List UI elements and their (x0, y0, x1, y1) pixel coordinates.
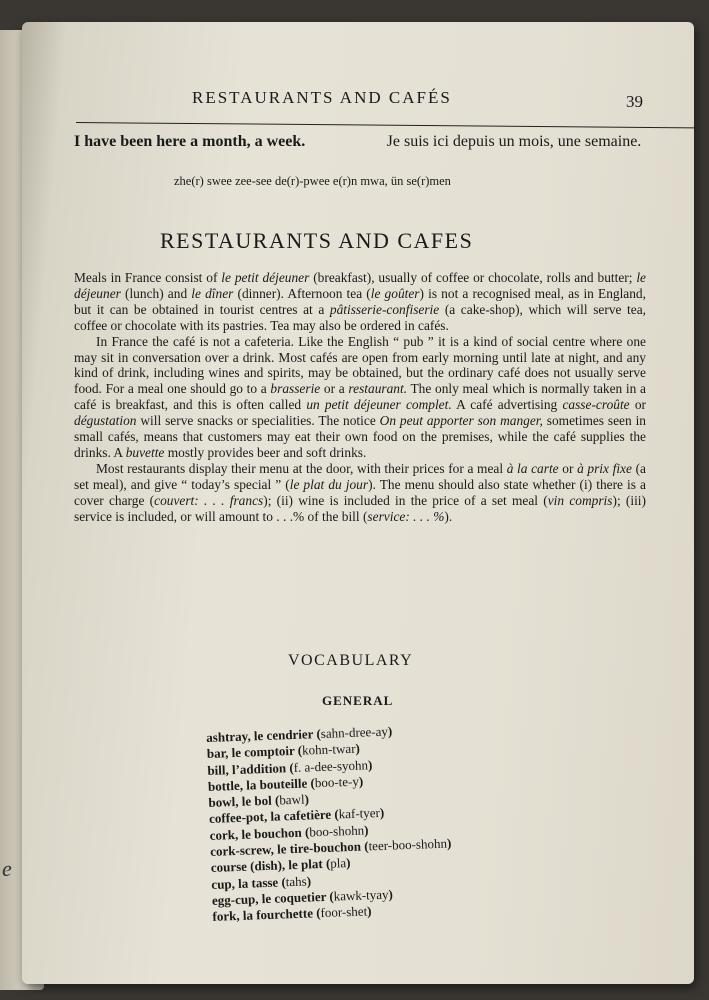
section-title: RESTAURANTS AND CAFES (160, 228, 474, 253)
text-run: Most restaurants display their menu at the door, with their prices for a meal (96, 460, 507, 476)
french-term: le plat du jour (289, 476, 369, 492)
french-term: vin compris (547, 492, 613, 508)
paragraph-2 (74, 334, 646, 461)
vocabulary-title: VOCABULARY (288, 652, 414, 669)
text-run: or (558, 460, 578, 476)
french-term: buvette (125, 444, 165, 460)
running-header: RESTAURANTS AND CAFÉS (192, 88, 452, 107)
text-run: Meals in France consist of (74, 270, 222, 285)
vocab-entry: cork, le bouchon (boo-shohn) (209, 822, 369, 843)
vocab-pronunciation: bawl (279, 791, 305, 808)
body-text (74, 270, 646, 525)
text-run: (breakfast), usually of coffee or chocolate, rolls and butter; (309, 270, 637, 285)
vocab-pronunciation: boo-shohn (309, 822, 365, 840)
vocab-entry: cup, la tasse (tahs) (211, 873, 312, 892)
vocab-pronunciation: kaf-tyer (338, 805, 381, 822)
french-term: un petit déjeuner complet. (306, 397, 452, 413)
french-term: On peut apporter son manger, (379, 413, 543, 429)
text-run: ); (ii) wine is included in the price of a set meal ( (263, 492, 548, 508)
vocab-pronunciation: kawk-tyay (333, 886, 389, 904)
vocab-entry: fork, la fourchette (foor-shet) (212, 903, 372, 925)
text-run: ). (444, 508, 453, 524)
text-run: ); (iii) service is included, or will amount to . . .% of the bill ( (74, 492, 646, 524)
text-run: (dinner). Afternoon tea ( (233, 285, 371, 301)
book-page (22, 22, 694, 984)
vocabulary-list (206, 722, 454, 926)
text-run: mostly provides beer and soft drinks. (164, 444, 367, 460)
text-run: The only meal which is normally taken in a café is breakfast, and this is often called (74, 381, 646, 413)
french-term: le déjeuner (74, 270, 646, 301)
text-run: will serve snacks or specialities. The notice (136, 413, 380, 429)
french-term: à la carte (506, 460, 559, 476)
french-term: couvert: . . . francs (154, 492, 264, 508)
text-run: ) is not a recognised meal, as in England, but it can be obtained in tourist centres at a (74, 285, 646, 317)
vocab-pronunciation: pla (330, 855, 347, 872)
vocab-entry: bill, l’addition (f. a-dee-syohn) (207, 756, 373, 778)
vocab-entry: coffee-pot, la cafetière (kaf-tyer) (208, 805, 385, 827)
example-french: Je suis ici depuis un mois, une semaine. (386, 133, 642, 150)
page-number: 39 (626, 92, 643, 111)
vocab-entry: bar, le comptoir (kohn-twar) (206, 740, 361, 762)
french-term: dégustation (74, 413, 137, 429)
vocabulary-subtitle: GENERAL (322, 693, 394, 708)
french-term: service: . . . % (367, 508, 445, 524)
vocab-pronunciation: kohn-twar (301, 741, 356, 758)
example-english: I have been here a month, a week. (74, 133, 306, 150)
french-term: le petit déjeuner (221, 270, 310, 285)
vocab-pronunciation: teer-boo-shohn (368, 835, 448, 854)
vocab-entry: course (dish), le plat (pla) (210, 855, 351, 876)
vocab-entry: cork-screw, le tire-bouchon (teer-boo-shohn) (209, 835, 452, 859)
french-term: restaurant. (348, 381, 408, 397)
text-run: ). The menu should also state whether (i) there is a cover charge ( (74, 476, 646, 508)
previous-page-text-fragment: e (2, 856, 12, 881)
vocab-entry: ashtray, le cendrier (sahn-dree-ay) (206, 723, 393, 745)
text-run: (a cake-shop), which will serve tea, coffee or chocolate with its pastries. Tea may also be ordered in cafés. (74, 301, 646, 333)
vocab-pronunciation: foor-shet (320, 903, 368, 921)
french-term: à prix fixe (577, 460, 632, 476)
header-rule (76, 122, 694, 128)
french-term: casse-croûte (562, 397, 630, 413)
example-pronunciation: zhe(r) swee zee-see de(r)-pwee e(r)n mwa, ün se(r)men (174, 174, 451, 188)
french-term: le dîner (191, 285, 234, 301)
text-run: sometimes seen in small cafés, means that customers may eat their own food on the premises, while the café supplies the drinks. A (74, 413, 646, 460)
text-run: A café advertising (451, 397, 563, 413)
paragraph-1 (74, 270, 646, 334)
text-run: or (629, 397, 646, 413)
french-term: pâtisserie-confiserie (329, 301, 440, 317)
text-run: (lunch) and (120, 285, 192, 301)
vocab-entry: bowl, le bol (bawl) (208, 791, 310, 811)
french-term: le goûter (370, 285, 420, 301)
paragraph-3 (74, 461, 646, 525)
vocab-pronunciation: boo-te-y (314, 773, 360, 791)
french-term: brasserie (270, 381, 321, 397)
text-run: (a set meal), and give “ today’s special ” ( (74, 460, 646, 492)
text-run: In France the café is not a cafeteria. Like the English “ pub ” it is a kind of social centre where one may sit in conversation over a drink. Most cafés are open from early morning until late at night, and any kind of drink, including wines and spirits, may be obtained, but the ordinary café does not usually serve food. For a meal one should go to a (74, 333, 646, 397)
text-run: or a (320, 381, 349, 397)
vocab-entry: egg-cup, le coquetier (kawk-tyay) (211, 886, 394, 908)
vocab-entry: bottle, la bouteille (boo-te-y) (207, 773, 364, 794)
vocab-pronunciation: tahs (285, 873, 307, 889)
vocab-pronunciation: sahn-dree-ay (320, 723, 389, 741)
vocab-pronunciation: f. a-dee-syohn (293, 756, 369, 775)
